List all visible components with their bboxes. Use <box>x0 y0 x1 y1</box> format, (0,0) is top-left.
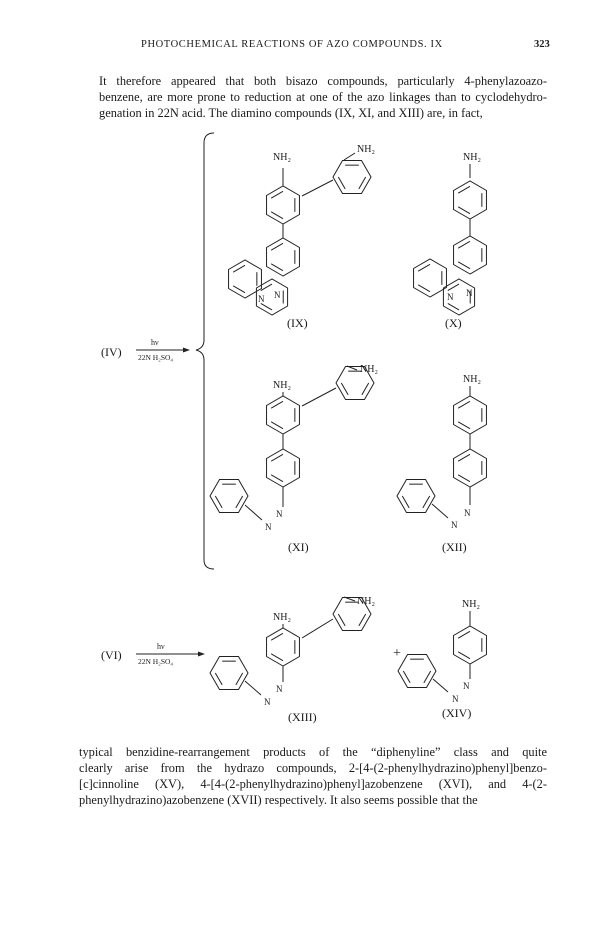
arrow-top-label: hν <box>151 338 159 347</box>
running-title: PHOTOCHEMICAL REACTIONS OF AZO COMPOUNDS. IX <box>141 39 443 50</box>
plus-sign: + <box>393 646 401 661</box>
nitrogen-atom: N <box>451 520 458 530</box>
nitrogen-atom: N <box>452 694 459 704</box>
bond <box>432 504 448 518</box>
text-line: benzene, are more prone to reduction at one of the azo linkages than to cyclodehydro- <box>99 90 547 104</box>
compound-label: (IX) <box>287 316 308 330</box>
arrow-head <box>183 348 190 353</box>
text-line: genation in 22N acid. The diamino compounds (IX, XI, and XIII) are, in fact, <box>99 106 483 120</box>
compound-label: (XIII) <box>288 710 317 724</box>
text-line: typical benzidine-rearrangement products of the “diphenyline” class and quite <box>79 745 547 759</box>
nitrogen-atom: N <box>447 292 454 302</box>
nitrogen-atom: N <box>258 294 265 304</box>
bond <box>433 679 448 692</box>
nitrogen-atom: N <box>463 681 470 691</box>
arrow-top-label: hν <box>157 642 165 651</box>
bond <box>344 153 355 160</box>
nitrogen-atom: N <box>276 509 283 519</box>
nh2-group: NH₂ <box>273 612 291 623</box>
nitrogen-atom: N <box>265 522 272 532</box>
nh2-group: NH₂ <box>357 596 375 607</box>
reactant-label: (IV) <box>101 345 122 359</box>
bond <box>302 180 333 196</box>
left-brace <box>196 133 214 569</box>
text-line: phenylhydrazino)azobenzene (XVII) respectively. It also seems possible that the <box>79 793 478 807</box>
nh2-group: NH₂ <box>360 364 378 375</box>
nh2-group: NH₂ <box>273 380 291 391</box>
reactant-label: (VI) <box>101 648 122 662</box>
page-number: 323 <box>534 39 550 50</box>
nitrogen-atom: N <box>464 508 471 518</box>
nitrogen-atom: N <box>264 697 271 707</box>
bond <box>245 505 262 520</box>
text-line: clearly arise from the hydrazo compounds, 2-[4-(2-phenylhydrazino)phenyl]benzo- <box>79 761 547 775</box>
compound-label: (XII) <box>442 540 467 554</box>
nitrogen-atom: N <box>274 290 281 300</box>
arrow-bottom-label: 22N H₂SO₄ <box>138 353 174 362</box>
nh2-group: NH₂ <box>463 374 481 385</box>
paragraph-bottom <box>79 744 547 808</box>
text-line: [c]cinnoline (XV), 4-[4-(2-phenylhydrazino)phenyl]azobenzene (XVI), and 4-(2- <box>79 777 547 791</box>
arrow-head <box>198 652 205 657</box>
nh2-group: NH₂ <box>462 599 480 610</box>
compound-label: (XI) <box>288 540 309 554</box>
text-line: It therefore appeared that both bisazo compounds, particularly 4-phenylazoazo- <box>99 74 547 88</box>
bond <box>302 388 336 406</box>
nitrogen-atom: N <box>276 684 283 694</box>
arrow-bottom-label: 22N H₂SO₄ <box>138 657 174 666</box>
nitrogen-atom: N <box>466 288 473 298</box>
compound-label: (X) <box>445 316 462 330</box>
bond <box>302 619 333 638</box>
nh2-group: NH₂ <box>463 152 481 163</box>
compound-label: (XIV) <box>442 706 472 720</box>
bond <box>245 681 261 695</box>
nh2-group: NH₂ <box>357 144 375 155</box>
nh2-group: NH₂ <box>273 152 291 163</box>
